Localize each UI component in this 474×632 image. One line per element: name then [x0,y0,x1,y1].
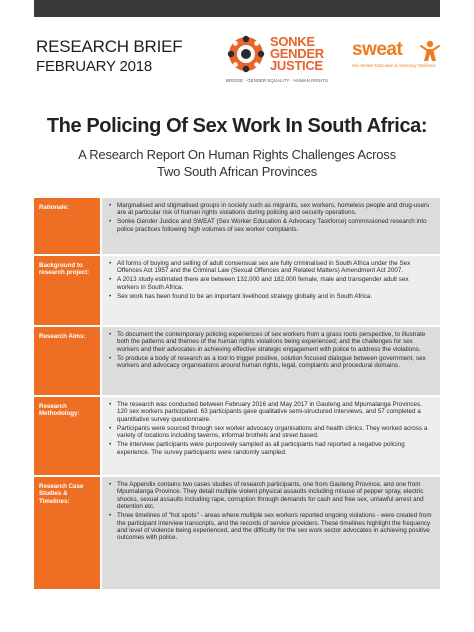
row-body [100,327,440,395]
sonke-line1: SONKE [270,34,315,49]
sweat-figure-icon [420,40,440,62]
sonke-line3: JUSTICE [270,58,323,73]
bullet-item: • To document the contemporary policing experiences of sex workers from a grass roots perspective, to illustrate both the patterns and themes of the human rights violations being experienced; and the challenges for sex workers and their advocates in achieving effective strategic engagement with police to address the violations. [108,331,432,353]
brief-date: FEBRUARY 2018 [36,58,153,75]
sweat-name: sweat [352,39,403,60]
page-title: The Policing Of Sex Work In South Africa: [46,115,428,137]
row-body [100,256,440,325]
row-body [100,198,440,254]
row-label: Rationale: [34,198,100,254]
sonke-logo [226,30,344,86]
subtitle-line-1: A Research Report On Human Rights Challenges Across [78,147,396,162]
bullet-item: • The Appendix contains two cases studies of research participants, one from Gauteng Province, and one from Mpumalanga Province. They detail multiple violent physical assaults including misuse of pepper spray, electric shocks, sexual assaults including rape, corruption through demands for cash and free sex, unlawful arrest and detention etc. [108,481,432,511]
bullet-item: • Marginalised and stigmatised groups in society such as migrants, sex workers, homeless people and drug-users are at particular risk of human rights violations during policing and security operations. [108,202,432,217]
bullet-item: • Sex work has been found to be an important livelihood strategy globally and in South Africa. [108,293,432,300]
table-row-background [34,254,440,325]
row-label: Research Aims: [34,327,100,395]
sonke-tagline: BRIDGE · GENDER EQUALITY · HUMAN RIGHTS [226,78,328,83]
table-row-case-studies [34,475,440,589]
row-body [100,477,440,589]
bullet-item: • A 2013 study estimated there are between 132,000 and 182,000 female, male and transgender adult sex workers in South Africa. [108,276,432,291]
bullet-item: • To produce a body of research as a tool to trigger positive, solution focused dialogue between government, sex workers and advocacy organisations around human rights, legal, complaints and procedural domains. [108,355,432,370]
sonke-line2: GENDER [270,46,324,61]
page-subtitle [0,146,474,180]
sonke-emblem-icon [226,34,266,74]
sweat-logo [352,40,442,74]
bullet-item: • Three timelines of "hot spots" - areas where multiple sex workers reported ongoing violations - were created from the participant interview transcripts, and the records of service providers. These timelines highlight the frequency and level of violence being experienced, and the difficulty for the sex work sector advocates in achieving positive outcomes with police. [108,512,432,542]
summary-table [34,196,440,589]
row-label: Background to research project: [34,256,100,325]
table-row-aims [34,325,440,395]
row-label: Research Case Studies & Timelines: [34,477,100,589]
row-label: Research Methodology: [34,397,100,475]
sweat-tagline: Sex Worker Education & Advocacy Taskforce [352,63,436,68]
table-row-methodology [34,395,440,475]
brief-title: RESEARCH BRIEF [36,37,183,56]
bullet-item: • Sonke Gender Justice and SWEAT (Sex Worker Education & Advocacy Taskforce) commissioned research into police practices following high volumes of sex worker complaints. [108,218,432,233]
table-row-rationale [34,196,440,254]
top-bar [34,0,440,17]
bullet-item: • The interview participants were purposively sampled as all participants had reported a negative policing experience. The survey participants were randomly sampled. [108,441,432,456]
bullet-item: • All forms of buying and selling of adult consensual sex are fully criminalised in South Africa under the Sex Offences Act 1957 and the Criminal Law (Sexual Offences and Related Matters) Amendment Act 2007. [108,260,432,275]
bullet-item: • Participants were sourced through sex worker advocacy organisations and health clinics. They worked across a variety of locations including taverns, informal brothels and street based. [108,425,432,440]
row-body [100,397,440,475]
subtitle-line-2: Two South African Provinces [156,164,318,179]
bullet-item: • The research was conducted between February 2016 and May 2017 in Gauteng and Mpumalanga Provinces. 120 sex workers participated. 63 participants gave qualitative semi-structured interviews, and 57 completed a quantitative survey questionnaire. [108,401,432,423]
